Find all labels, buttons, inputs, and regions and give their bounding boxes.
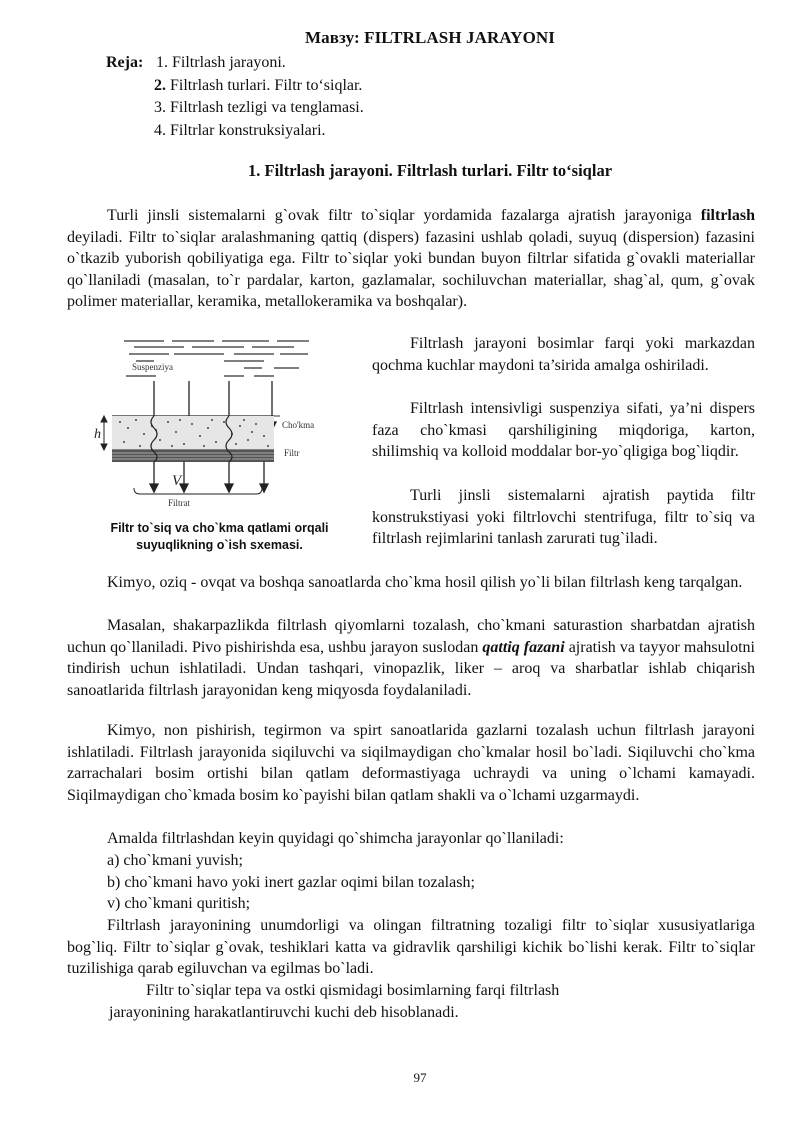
plan-item-3: 3. Filtrlash tezligi va tenglamasi. <box>154 99 364 116</box>
label-volume: V <box>172 473 182 489</box>
plan-item-4: 4. Filtrlar konstruksiyalari. <box>154 121 326 139</box>
filtration-diagram-svg <box>94 336 364 516</box>
page-number: 97 <box>413 1070 427 1085</box>
paragraph-industry: Kimyo, oziq - ovqat va boshqa sanoatlarda cho`kma hosil qilish yo`li bilan filtrlash keng tarqalgan. <box>107 574 743 591</box>
closing-line-1: Filtr to`siqlar tepa va ostki qismidagi bosimlarning farqi filtrlash <box>146 982 560 999</box>
paragraph-pressure: Filtrlash jarayoni bosimlar farqi yoki markazdan qochma kuchlar maydoni ta’sirida amalga oshiriladi. <box>372 335 755 374</box>
paragraph-productivity: Filtrlash jarayonining unumdorligi va olingan filtratning tozaligi filtr to`siqlar xususiyatlariga bog`liq. Filtr to`siqlar g`ovak, teshiklari katta va gidravlik qarshiligi kichik bo`lishi kerak. Filtr to`siqlar tuzilishiga qarab egiluvchan va egilmas bo`ladi. <box>67 917 755 978</box>
list-item-a: a) cho`kmani yuvish; <box>107 852 243 869</box>
list-item-b: b) cho`kmani havo yoki inert gazlar oqimi bilan tozalash; <box>107 874 475 891</box>
paragraph-sediments: Kimyo, non pishirish, tegirmon va spirt sanoatlarida gazlarni tozalash uchun filtrlash jarayoni ishlatiladi. Filtrlash jarayonida siqiluvchi va siqilmaydigan cho`kmalar hosil bo`ladi. Siqiluvchi cho`kma zarrachalari bosim ortishi bilan qatlam deformastiyaga uchraydi va uning o`lchami kamayadi. Siqilmaydigan cho`kmada bosim ko`payishi bilan qatlam shakli va o`lchami uzgarmaydi. <box>67 722 755 804</box>
paragraph-separation: Turli jinsli sistemalarni ajratish paytida filtr konstrukstiyasi yoki filtrlovchi stentrifuga, filtr to`siq va filtrlash rejimlarini tanlash zarurati tug`iladi. <box>372 487 755 548</box>
plan-list <box>106 52 364 139</box>
plan-item-1: 1. Filtrlash jarayoni. <box>156 54 286 71</box>
paragraph-examples: Masalan, shakarpazlikda filtrlash qiyomlarni tozalash, cho`kmani saturastion sharbatdan ajratish uchun qo`llaniladi. Pivo pishirishda esa, ushbu jarayon suslodan qattiq fazani ajratish va tayyor mahsulotni tindirish uchun ishlatiladi. Undan tashqari, vinopazlik, liker – aroq va sharbatlar ishlab chiqarish sanoatlarida filtrlash jarayonidan keng miqyosda foydalaniladi. <box>67 617 755 699</box>
label-filter: Filtr <box>284 448 300 458</box>
list-item-v: v) cho`kmani quritish; <box>107 895 251 912</box>
section-heading: 1. Filtrlash jarayoni. Filtrlash turlari. Filtr to‘siqlar <box>247 161 613 180</box>
paragraph-additional: Amalda filtrlashdan keyin quyidagi qo`shimcha jarayonlar qo`llaniladi: <box>107 830 564 847</box>
plan-label: Reja: <box>106 54 144 71</box>
filtration-diagram <box>94 336 364 516</box>
label-height: h <box>94 427 101 442</box>
paragraph-definition: Turli jinsli sistemalarni g`ovak filtr to`siqlar yordamida fazalarga ajratish jarayoniga filtrlash deyiladi. Filtr to`siqlar aralashmaning qattiq (dispers) fazasini ushlab qoladi, suyuq (dispersion) fazasini o`tkazib yuborish qobiliyatiga ega. Filtr to`siqlar yoki bundan buyon filtrlar sifatida g`ovakli materiallar qo`llaniladi (masalan, to`r pardalar, karton, gazlamalar, sochiluvchan materiallar, shag`al, qum, g`ovak polimer materiallar, keramika, metallokeramika va boshqalar). <box>67 207 755 311</box>
figure-caption: Filtr to`siq va cho`kma qatlami orqali suyuqlikning o`ish sxemasi. <box>110 521 329 552</box>
label-suspension: Suspenziya <box>132 362 173 372</box>
paragraph-intensity: Filtrlash intensivligi suspenziya sifati, ya’ni dispers faza cho`kmasi qarshiligining miqdoriga, karton, shilimshiq va kolloid moddalar bor-yo`qligiga bog`liqdir. <box>372 400 755 461</box>
plan-item-2: 2. Filtrlash turlari. Filtr to‘siqlar. <box>154 76 363 94</box>
closing-line-2: jarayonining harakatlantiruvchi kuchi deb hisoblanadi. <box>109 1004 459 1021</box>
label-filtrate: Filtrat <box>168 498 190 508</box>
page-title: Мавзу: FILTRLASH JARAYONI <box>305 28 555 47</box>
label-sediment: Cho'kma <box>282 420 315 430</box>
